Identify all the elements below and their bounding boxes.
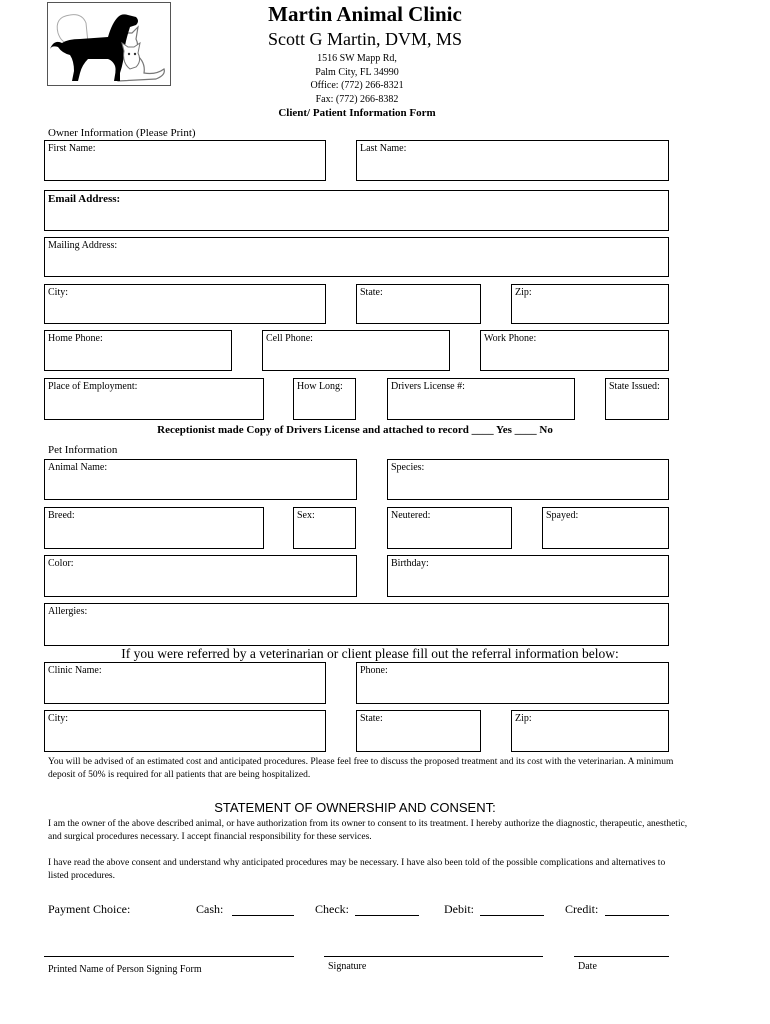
check-label: Check: [315,902,349,916]
sex-field[interactable] [293,507,356,549]
doctor-name: Scott G Martin, DVM, MS [267,29,462,49]
drivers-license-field[interactable] [387,378,575,420]
form-title: Client/ Patient Information Form [278,107,436,119]
referral-phone-label: Phone: [360,665,388,676]
animal-name-field[interactable] [44,459,357,500]
how-long-label: How Long: [297,381,343,392]
owner-zip-field[interactable] [511,284,669,324]
species-field[interactable] [387,459,669,500]
clinic-address: 1516 SW Mapp Rd, [317,53,397,64]
credit-label: Credit: [565,902,599,916]
check-line[interactable] [355,915,419,916]
animal-name-label: Animal Name: [48,462,108,473]
employment-field[interactable] [44,378,264,420]
employment-label: Place of Employment: [48,381,138,392]
owner-zip-label: Zip: [515,287,532,298]
first-name-field[interactable] [44,140,326,181]
referral-clinic-name-field[interactable] [44,662,326,704]
email-label: Email Address: [48,193,121,205]
clinic-fax: Fax: (772) 266-8382 [315,94,399,105]
state-issued-label: State Issued: [609,381,660,392]
owner-section-title: Owner Information (Please Print) [48,127,196,139]
signature-label: Signature [328,961,367,972]
consent-paragraph-1: I am the owner of the above described animal, or have authorization from its owner to consent to its treatment. I hereby authorize the diagnostic, therapeutic, anesthetic, and surgical procedures necessary. I accept financial responsibility for these services. [48,819,688,842]
date-line[interactable] [574,956,669,957]
cash-label: Cash: [196,902,224,916]
birthday-label: Birthday: [391,558,429,569]
consent-paragraph-2: I have read the above consent and understand why anticipated procedures may be necessary. I have also been told of the possible complications and alternatives to listed procedures. [48,858,666,881]
referral-state-field[interactable] [356,710,481,752]
payment-choice-label: Payment Choice: [48,902,131,916]
cash-line[interactable] [232,915,294,916]
credit-line[interactable] [605,915,669,916]
last-name-field[interactable] [356,140,669,181]
cell-phone-label: Cell Phone: [266,333,313,344]
neutered-label: Neutered: [391,510,431,521]
referral-phone-field[interactable] [356,662,669,704]
home-phone-label: Home Phone: [48,333,103,344]
owner-city-field[interactable] [44,284,326,324]
allergies-label: Allergies: [48,606,88,617]
color-label: Color: [48,558,74,569]
owner-state-label: State: [360,287,383,298]
referral-city-label: City: [48,713,69,724]
breed-label: Breed: [48,510,75,521]
allergies-field[interactable] [44,603,669,646]
home-phone-field[interactable] [44,330,232,371]
mailing-address-label: Mailing Address: [48,240,118,251]
species-label: Species: [391,462,425,473]
neutered-field[interactable] [387,507,512,549]
drivers-license-label: Drivers License #: [391,381,465,392]
debit-line[interactable] [480,915,544,916]
cost-note: You will be advised of an estimated cost and anticipated procedures. Please feel free to discuss the proposed treatment and its cost with the veterinarian. A minimum deposit of 50% is required for all patients that are being hospitalized. [48,757,674,780]
first-name-label: First Name: [48,143,96,154]
receptionist-note: Receptionist made Copy of Drivers License and attached to record ____ Yes ____ No [157,424,553,436]
clinic-city-line: Palm City, FL 34990 [315,67,399,78]
signature-line[interactable] [324,956,543,957]
referral-heading: If you were referred by a veterinarian or client please fill out the referral information below: [121,646,619,661]
sex-label: Sex: [297,510,315,521]
clinic-office-phone: Office: (772) 266-8321 [310,80,404,91]
owner-city-label: City: [48,287,69,298]
referral-zip-label: Zip: [515,713,532,724]
work-phone-label: Work Phone: [484,333,537,344]
color-field[interactable] [44,555,357,597]
pet-section-title: Pet Information [48,444,118,456]
referral-zip-field[interactable] [511,710,669,752]
printed-name-line[interactable] [44,956,294,957]
birthday-field[interactable] [387,555,669,597]
referral-state-label: State: [360,713,383,724]
state-issued-field[interactable] [605,378,669,420]
cell-phone-field[interactable] [262,330,450,371]
how-long-field[interactable] [293,378,356,420]
spayed-label: Spayed: [546,510,579,521]
mailing-address-field[interactable] [44,237,669,277]
last-name-label: Last Name: [360,143,407,154]
date-label: Date [578,961,597,972]
spayed-field[interactable] [542,507,669,549]
owner-state-field[interactable] [356,284,481,324]
printed-name-label: Printed Name of Person Signing Form [48,964,202,975]
referral-clinic-name-label: Clinic Name: [48,665,102,676]
breed-field[interactable] [44,507,264,549]
work-phone-field[interactable] [480,330,669,371]
debit-label: Debit: [444,902,474,916]
email-field[interactable] [44,190,669,231]
consent-heading: STATEMENT OF OWNERSHIP AND CONSENT: [214,800,496,815]
clinic-name: Martin Animal Clinic [268,2,462,26]
referral-city-field[interactable] [44,710,326,752]
